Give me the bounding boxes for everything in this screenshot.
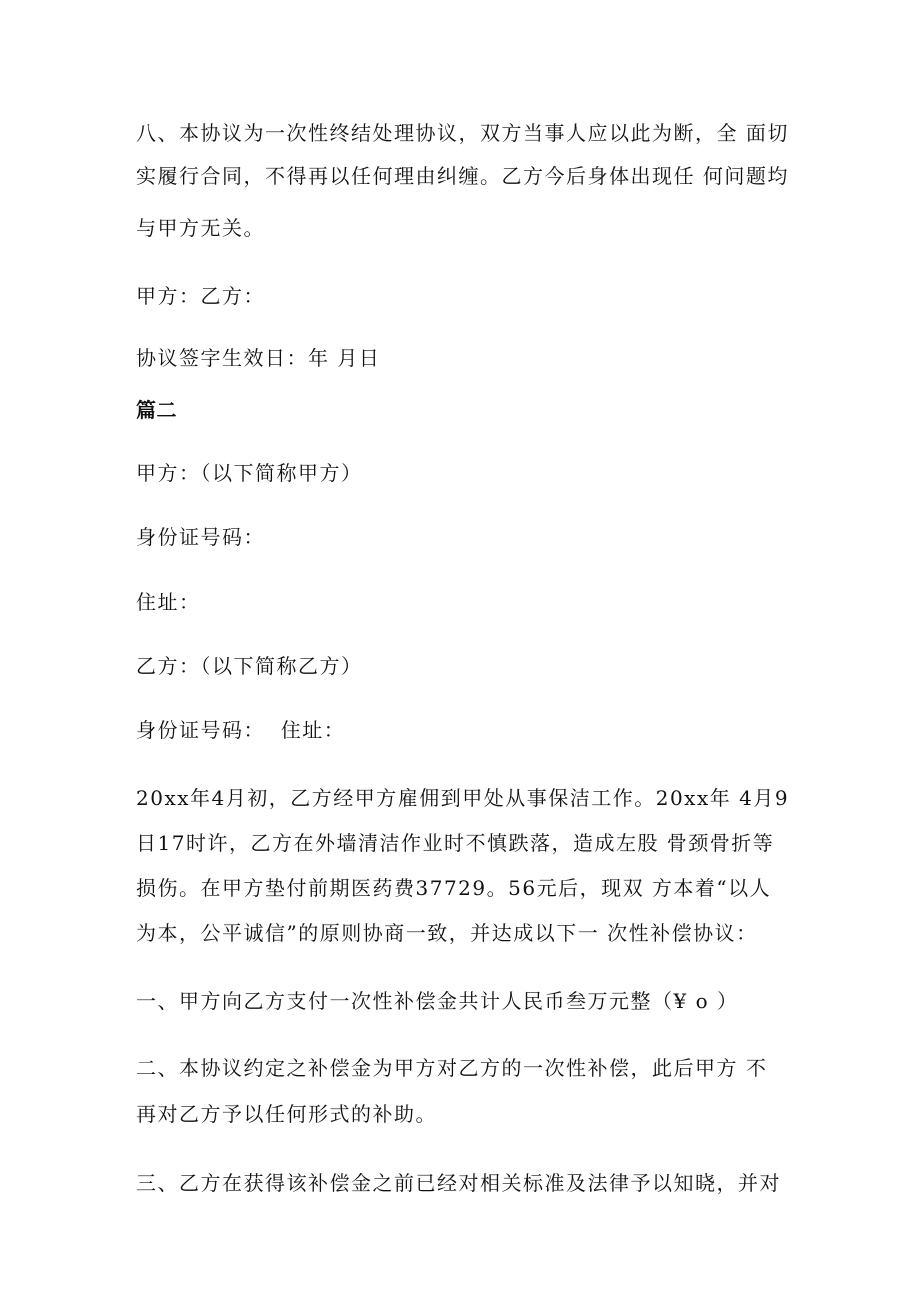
incident-line-4: 为本，公平诚信”的原则协商一致，并达成以下一 次性补偿协议：: [136, 921, 758, 945]
party-a-id-line: 身份证号码：: [136, 525, 265, 549]
incident-line-1: 20xx年4月初，乙方经甲方雇佣到甲处从事保洁工作。20xx年 4月9: [136, 786, 790, 810]
signature-line: 甲方：乙方：: [136, 284, 265, 308]
incident-line-3: 损伤。在甲方垫付前期医药费37729。56元后，现双 方本着“以人: [136, 876, 772, 900]
party-b-line: 乙方：（以下简称乙方）: [136, 654, 363, 678]
paragraph-8-line-3: 与甲方无关。: [136, 216, 265, 240]
section-heading: 篇二: [136, 398, 177, 422]
sign-date-line: 协议签字生效日：年 月日: [136, 346, 381, 370]
party-b-id-address-line: 身份证号码： 住址：: [136, 718, 346, 742]
party-a-address-line: 住址：: [136, 590, 201, 614]
clause-1-line: 一、甲方向乙方支付一次性补偿金共计人民币叁万元整（¥ o ）: [136, 989, 739, 1013]
clause-2-line-2: 再对乙方予以任何形式的补助。: [136, 1102, 437, 1126]
clause-2-line-1: 二、本协议约定之补偿金为甲方对乙方的一次性补偿，此后甲方 不: [136, 1056, 768, 1080]
paragraph-8-line-2: 实履行合同，不得再以任何理由纠缠。乙方今后身体出现任 何问题均: [136, 164, 789, 188]
clause-3-line-1: 三、乙方在获得该补偿金之前已经对相关标准及法律予以知晓，并对: [136, 1171, 781, 1195]
incident-line-2: 日17时许，乙方在外墙清洁作业时不慎跌落，造成左股 骨颈骨折等: [136, 831, 775, 855]
paragraph-8-line-1: 八、本协议为一次性终结处理协议，双方当事人应以此为断，全 面切: [136, 121, 789, 145]
party-a-line: 甲方：（以下简称甲方）: [136, 461, 363, 485]
